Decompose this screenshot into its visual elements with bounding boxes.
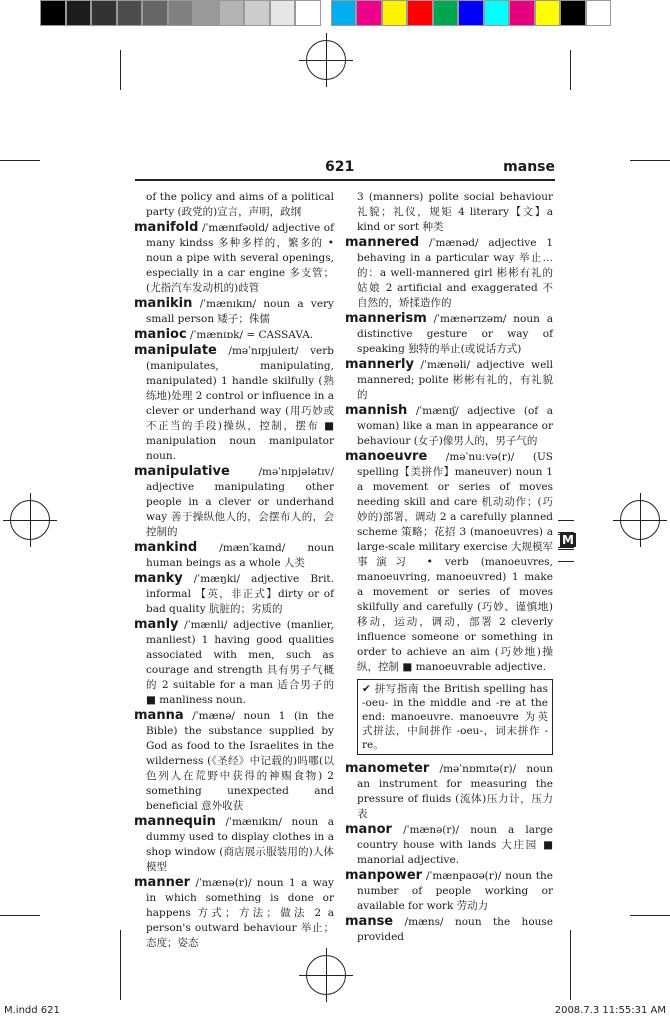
entry-definition: /ˈmænɪfəʊld/ adjective of many kindss 多种多样的，繁多的 • noun a pipe with several openings, especially in a car engine 多支管；(尤指汽车发动机的)歧管 bbox=[146, 222, 334, 294]
dictionary-entry bbox=[134, 875, 334, 951]
dictionary-entry bbox=[134, 814, 334, 875]
entry-definition: /ˈmænərɪzəm/ noun a distinctive gesture or way of speaking 独特的举止(或说话方式) bbox=[357, 313, 553, 355]
crop-mark bbox=[120, 50, 121, 90]
dictionary-entry bbox=[134, 617, 334, 708]
color-swatch bbox=[509, 0, 535, 26]
dictionary-entry bbox=[134, 708, 334, 814]
entry-definition: /məˈnɒmɪtə(r)/ noun an instrument for measuring the pressure of fluids (流体)压力计，压力表 bbox=[357, 763, 553, 820]
entry-definition: /ˈmænə/ noun 1 (in the Bible) the substance supplied by God as food to the Israelites in the wilderness (《圣经》中记载的)吗哪(以色列人在荒野中获得的神赐食物) 2 something unexpected and beneficial 意外收获 bbox=[146, 710, 334, 812]
entry-definition: /ˈmænəli/ adjective well mannered; polite 彬彬有礼的，有礼貌的 bbox=[357, 359, 553, 401]
right-column bbox=[345, 190, 553, 945]
entry-headword: manifold bbox=[134, 220, 199, 235]
dictionary-entry bbox=[345, 761, 553, 822]
color-swatch bbox=[586, 0, 612, 26]
entry-definition: /ˈmænə(r)/ noun 1 a way in which something is done or happens 方式；方法；做法 2 a person's outward behaviour 举止；态度；姿态 bbox=[146, 877, 334, 949]
entry-definition: of the policy and aims of a political party (政党的)宣言，声明，政纲 bbox=[146, 191, 334, 218]
entry-headword: manly bbox=[134, 617, 179, 632]
dictionary-entry bbox=[345, 868, 553, 914]
dictionary-entry bbox=[345, 311, 553, 357]
entry-definition: /məˈnuːvə(r)/ (US spelling【美拼作】maneuver) noun 1 a movement or series of moves needing skill and care 机动动作；(巧妙的)部署，调动 2 a carefully planned scheme 策略；花招 3 (manoeuvres) a large-scale military exercise 大规模军事演习 • verb (manoeuvres, manoeuvring, manoeuvred) 1 make a movement or series of moves skilfully and carefully (巧妙、谨慎地)移动，运动，调动，部署 2 cleverly influence someone or something in order to achieve an aim (巧妙地)操纵，控制 ■ manoeuvrable adjective. bbox=[357, 451, 553, 673]
color-swatch bbox=[356, 0, 382, 26]
crop-mark bbox=[570, 50, 571, 90]
entry-headword: mannish bbox=[345, 403, 408, 418]
crop-mark bbox=[570, 930, 571, 1000]
registration-mark bbox=[620, 500, 660, 540]
entry-headword: manner bbox=[134, 875, 191, 890]
entry-headword: mankind bbox=[134, 540, 198, 555]
spelling-note: ✔ 拼写指南 the British spelling has -oeu- in the middle and -re at the end: manoeuvre. manoeuvre 为英式拼法，中间拼作 -oeu-，词末拼作 -re。 bbox=[357, 679, 553, 755]
entry-definition: /məˈnɪpjuleɪt/ verb (manipulates, manipulating, manipulated) 1 handle skilfully (熟练地)处理 2 control or influence in a clever or underhand way (用巧妙或不正当的手段)操纵，控制，摆布 ■ manipulation noun manipulator noun. bbox=[146, 345, 334, 462]
entry-headword: mannerism bbox=[345, 311, 427, 326]
crop-mark bbox=[630, 160, 670, 161]
dictionary-entry bbox=[134, 190, 334, 220]
entry-definition: /ˈmænɪʃ/ adjective (of a woman) like a man in appearance or behaviour (女子)像男人的，男子气的 bbox=[357, 405, 553, 447]
entry-headword: mannerly bbox=[345, 357, 414, 372]
entry-headword: manor bbox=[345, 822, 392, 837]
color-swatch bbox=[219, 0, 245, 26]
entry-definition: /ˈmænli/ adjective (manlier, manliest) 1 having good qualities associated with men, such as courage and strength 具有男子气概的 2 suitable for a man 适合男子的 ■ manliness noun. bbox=[146, 619, 334, 706]
color-swatch bbox=[331, 0, 357, 26]
color-swatch bbox=[40, 0, 66, 26]
color-swatch bbox=[193, 0, 219, 26]
entry-definition: /məˈnɪpjələtɪv/ adjective manipulating other people in a clever or underhand way 善于操纵他人的，会摆布人的，会控制的 bbox=[146, 466, 334, 538]
entry-headword: manna bbox=[134, 708, 184, 723]
color-swatch bbox=[382, 0, 408, 26]
dictionary-entry bbox=[134, 327, 334, 343]
entry-definition: /ˈmænpaʊə(r)/ noun the number of people working or available for work 劳动力 bbox=[357, 870, 553, 912]
color-swatch bbox=[458, 0, 484, 26]
dictionary-entry bbox=[345, 357, 553, 403]
registration-mark bbox=[306, 955, 346, 995]
entry-definition: /mænˈkaɪnd/ noun human beings as a whole 人类 bbox=[146, 542, 334, 569]
color-calibration-bar bbox=[40, 0, 611, 30]
color-swatch bbox=[142, 0, 168, 26]
registration-mark bbox=[10, 500, 50, 540]
thumb-index-letter: M bbox=[562, 533, 574, 547]
footer-timestamp: 2008.7.3 11:55:31 AM bbox=[554, 1005, 666, 1016]
thumb-index-tab bbox=[558, 520, 574, 562]
color-swatch bbox=[295, 0, 321, 26]
color-swatch bbox=[244, 0, 270, 26]
dictionary-entry bbox=[345, 914, 553, 945]
entry-headword: manpower bbox=[345, 868, 423, 883]
page-number: 621 bbox=[325, 159, 355, 175]
dictionary-entry bbox=[345, 822, 553, 868]
dictionary-entry bbox=[345, 235, 553, 311]
dictionary-entry bbox=[345, 403, 553, 449]
entry-definition: /mæns/ noun the house provided bbox=[357, 916, 553, 943]
dictionary-entry bbox=[134, 540, 334, 571]
entry-headword: mannered bbox=[345, 235, 420, 250]
guide-word: manse bbox=[503, 159, 555, 175]
entry-headword: manikin bbox=[134, 296, 193, 311]
footer-file: M.indd 621 bbox=[4, 1005, 60, 1016]
entry-headword: manse bbox=[345, 914, 394, 929]
registration-mark bbox=[306, 40, 346, 80]
dictionary-entry bbox=[134, 220, 334, 296]
crop-mark bbox=[0, 915, 40, 916]
color-swatch bbox=[66, 0, 92, 26]
dictionary-entry bbox=[134, 296, 334, 327]
color-swatch bbox=[270, 0, 296, 26]
dictionary-entry bbox=[134, 571, 334, 617]
color-swatch bbox=[535, 0, 561, 26]
crop-mark bbox=[630, 915, 670, 916]
crop-mark bbox=[120, 930, 121, 1000]
entry-headword: manioc bbox=[134, 327, 187, 342]
crop-mark bbox=[0, 160, 40, 161]
color-swatch bbox=[484, 0, 510, 26]
entry-definition: /ˈmænəd/ adjective 1 behaving in a particular way 举止…的：a well-mannered girl 彬彬有礼的姑娘 2 artificial and exaggerated 不自然的，矫揉造作的 bbox=[357, 237, 553, 309]
entry-headword: manky bbox=[134, 571, 183, 586]
page-header bbox=[135, 159, 555, 181]
left-column bbox=[134, 190, 334, 951]
entry-headword: manipulative bbox=[134, 464, 230, 479]
entry-definition: /ˈmænɪɒk/ = CASSAVA. bbox=[186, 329, 314, 341]
color-swatch bbox=[168, 0, 194, 26]
dictionary-entry bbox=[134, 464, 334, 540]
entry-headword: manoeuvre bbox=[345, 449, 428, 464]
entry-headword: manipulate bbox=[134, 343, 217, 358]
entry-headword: manometer bbox=[345, 761, 430, 776]
color-swatch bbox=[117, 0, 143, 26]
entry-definition: /ˈmænɪkɪn/ noun a very small person 矮子；侏儒 bbox=[146, 298, 334, 325]
entry-headword: mannequin bbox=[134, 814, 216, 829]
entry-definition: /ˈmæŋki/ adjective Brit. informal 【英，非正式】dirty or of bad quality 肮脏的；劣质的 bbox=[146, 573, 334, 615]
color-swatch bbox=[91, 0, 117, 26]
dictionary-entry bbox=[134, 343, 334, 464]
entry-definition: /ˈmænə(r)/ noun a large country house with lands 大庄园 ■ manorial adjective. bbox=[357, 824, 553, 866]
color-swatch bbox=[560, 0, 586, 26]
color-swatch bbox=[433, 0, 459, 26]
dictionary-entry bbox=[345, 190, 553, 235]
dictionary-entry bbox=[345, 449, 553, 675]
color-swatch bbox=[407, 0, 433, 26]
entry-definition: 3 (manners) polite social behaviour 礼貌；礼仪，规矩 4 literary【文】a kind or sort 种类 bbox=[357, 191, 553, 233]
entry-definition: /ˈmænɪkɪn/ noun a dummy used to display clothes in a shop window (商店展示服装用的)人体模型 bbox=[146, 816, 334, 873]
